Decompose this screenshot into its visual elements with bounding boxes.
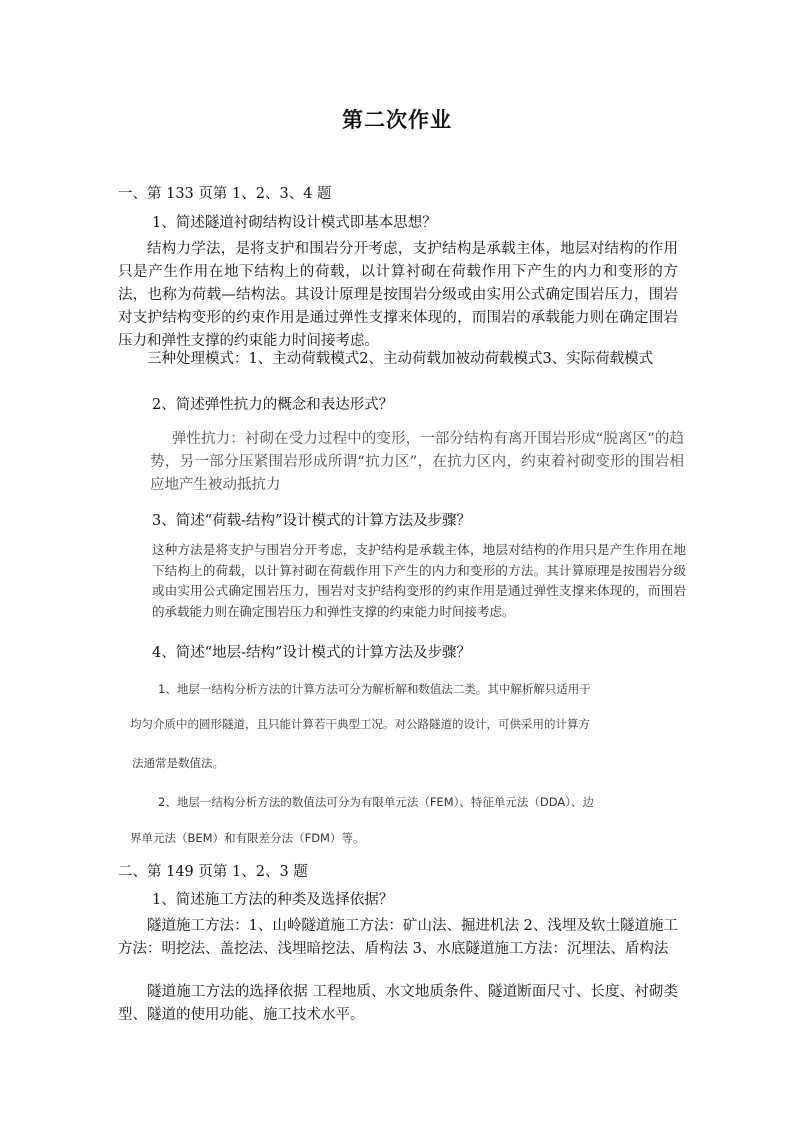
question-1-1: 1、简述隧道衬砌结构设计模式即基本思想？ bbox=[152, 215, 437, 231]
answer-1-3-scanned: 这种方法是将支护与围岩分开考虑，支护结构是承载主体，地层对结构的作用只是产生作用在地下结构上的荷载，以计算衬砌在荷载作用下产生的内力和变形的方法。其计算原理是按围岩分级或由实用公式确定围岩压力，围岩对支护结构变形的约束作用是通过弹性支撑来体现的，而围岩的承载能力则在确定围岩压力和弹性支撑的约束能力时间接考虑。 bbox=[152, 542, 686, 619]
page-title: 第二次作业 bbox=[342, 108, 452, 132]
answer-1-4-line-4: 2、地层一结构分析方法的数值法可分为有限单元法（FEM）、特征单元法（DDA）、边 bbox=[158, 795, 594, 809]
answer-1-2-scanned: 弹性抗力：衬砌在受力过程中的变形，一部分结构有离开围岩形成“脱离区”的趋势，另一部分压紧围岩形成所谓“抗力区”，在抗力区内，约束着衬砌变形的围岩相应地产生被动抵抗力 bbox=[150, 431, 684, 493]
answer-1-4-line-3: 法通常是数值法。 bbox=[132, 756, 224, 770]
answer-2-1-paragraph-1: 隧道施工方法：1、山岭隧道施工方法：矿山法、掘进机法 2、浅埋及软土隧道施工方法：明挖法、盖挖法、浅埋暗挖法、盾构法 3、水底隧道施工方法：沉埋法、盾构法 bbox=[118, 918, 678, 957]
section-heading-1: 一、第 133 页第 1、2、3、4 题 bbox=[118, 186, 332, 202]
answer-1-1-paragraph-1: 结构力学法，是将支护和围岩分开考虑，支护结构是承载主体，地层对结构的作用只是产生作用在地下结构上的荷载，以计算衬砌在荷载作用下产生的内力和变形的方法，也称为荷载—结构法。其设计原理是按围岩分级或由实用公式确定围岩压力，围岩对支护结构变形的约束作用是通过弹性支撑来体现的，而围岩的承载能力则在确定围岩压力和弹性支撑的约束能力时间接考虑。 bbox=[118, 241, 678, 349]
answer-2-1-paragraph-2: 隧道施工方法的选择依据 工程地质、水文地质条件、隧道断面尺寸、长度、衬砌类型、隧道的使用功能、施工技术水平。 bbox=[118, 984, 678, 1023]
section-heading-2: 二、第 149 页第 1、2、3 题 bbox=[118, 864, 308, 880]
question-2-1: 1、简述施工方法的种类及选择依据？ bbox=[152, 892, 394, 908]
answer-1-4-line-1: 1、地层一结构分析方法的计算方法可分为解析解和数值法二类。其中解析解只适用于 bbox=[158, 682, 591, 696]
answer-1-4-line-5: 界单元法（BEM）和有限差分法（FDM）等。 bbox=[130, 831, 365, 845]
question-1-3: 3、简述“荷载-结构”设计模式的计算方法及步骤？ bbox=[152, 513, 471, 529]
answer-1-4-line-2: 均匀介质中的圆形隧道，且只能计算若干典型工况。对公路隧道的设计，可供采用的计算方 bbox=[130, 717, 590, 731]
question-1-2: 2、简述弹性抗力的概念和表达形式？ bbox=[152, 397, 394, 413]
question-1-4: 4、简述“地层-结构”设计模式的计算方法及步骤？ bbox=[152, 645, 471, 661]
answer-1-1-paragraph-2: 三种处理模式：1、主动荷载模式2、主动荷载加被动荷载模式3、实际荷载模式 bbox=[147, 351, 654, 367]
